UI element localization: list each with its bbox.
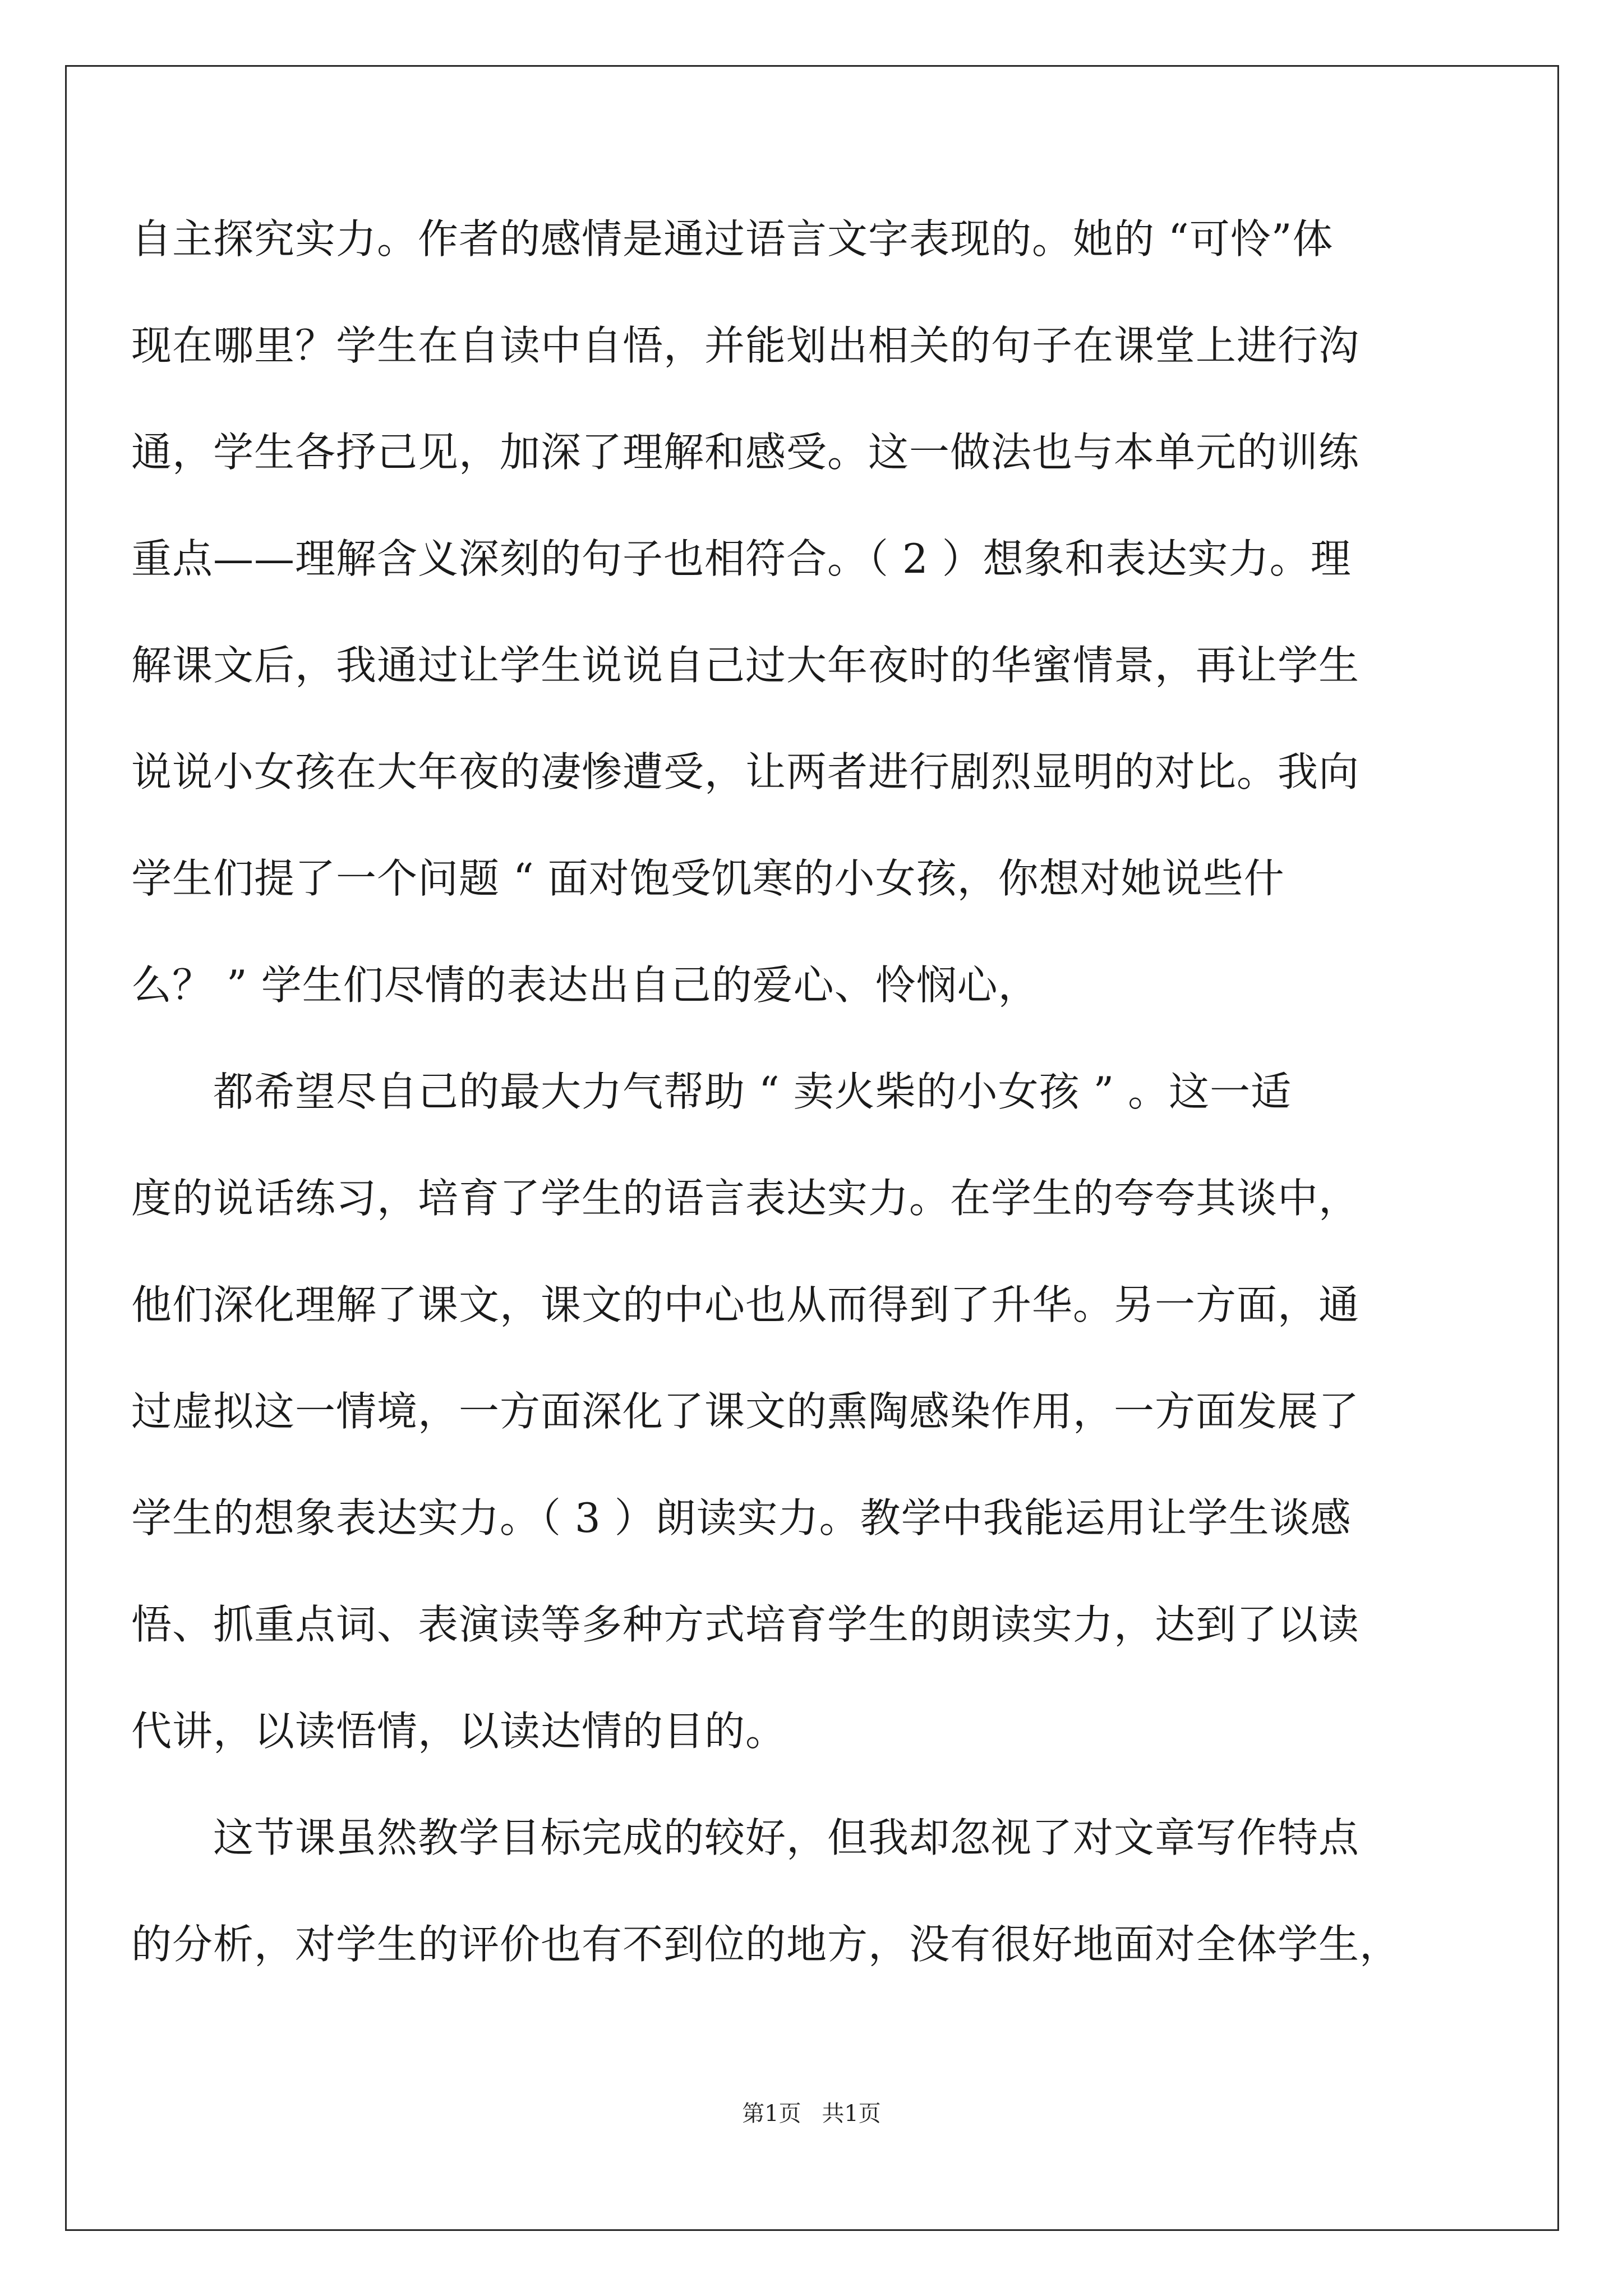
page-border [65, 65, 1559, 2231]
text-line: 通，学生各抒己见，加深了理解和感受。这一做法也与本单元的训练 [131, 429, 1360, 476]
text-line: 学生的想象表达实力。（ 3 ）朗读实力。教学中我能运用让学生谈感 [131, 1494, 1352, 1542]
page-total: 共1页 [822, 2101, 881, 2127]
text-line: 都希望尽自己的最大力气帮助 “ 卖火柴的小女孩 ” 。这一适 [131, 1068, 1292, 1115]
text-line: 现在哪里？学生在自读中自悟，并能划出相关的句子在课堂上进行沟 [131, 322, 1360, 369]
page-number: 第1页 [742, 2101, 801, 2127]
text-line: 代讲，以读悟情，以读达情的目的。 [131, 1708, 787, 1755]
text-line: 的分析，对学生的评价也有不到位的地方，没有很好地面对全体学生， [131, 1921, 1401, 1968]
text-line: 他们深化理解了课文，课文的中心也从而得到了升华。另一方面，通 [131, 1281, 1360, 1328]
text-line: 度的说话练习，培育了学生的语言表达实力。在学生的夸夸其谈中， [131, 1175, 1360, 1222]
text-line: 学生们提了一个问题 “ 面对饱受饥寒的小女孩，你想对她说些什 [131, 855, 1285, 902]
text-line: 么？ ” 学生们尽情的表达出自己的爱心、怜悯心， [131, 961, 1039, 1009]
text-line: 自主探究实力。作者的感情是通过语言文字表现的。她的 “可怜”体 [131, 215, 1334, 263]
text-line: 重点——理解含义深刻的句子也相符合。（ 2 ）想象和表达实力。理 [131, 535, 1352, 582]
text-line: 说说小女孩在大年夜的凄惨遭受，让两者进行剧烈显明的对比。我向 [131, 748, 1360, 795]
text-line: 解课文后，我通过让学生说说自己过大年夜时的华蜜情景，再让学生 [131, 642, 1360, 689]
text-line: 过虚拟这一情境，一方面深化了课文的熏陶感染作用，一方面发展了 [131, 1388, 1360, 1435]
text-line: 这节课虽然教学目标完成的较好，但我却忽视了对文章写作特点 [131, 1814, 1360, 1861]
text-line: 悟、抓重点词、表演读等多种方式培育学生的朗读实力，达到了以读 [131, 1601, 1360, 1648]
page-footer [0, 2099, 1623, 2128]
